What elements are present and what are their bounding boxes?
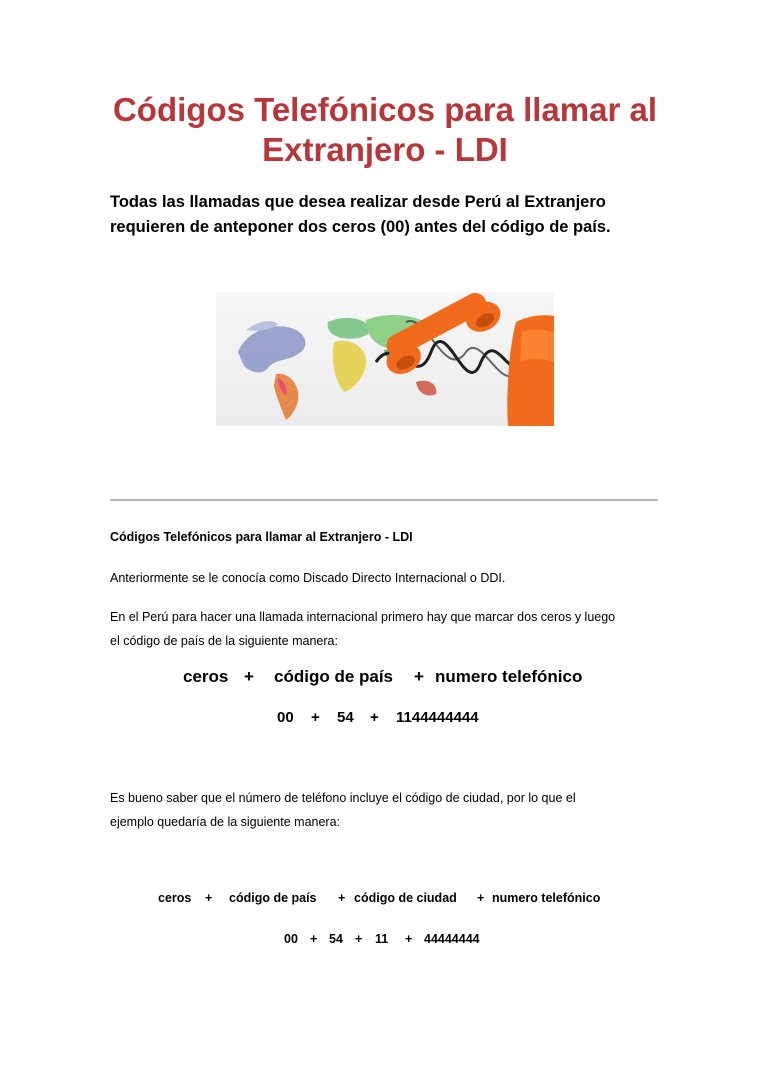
hero-image <box>216 292 554 426</box>
formula-2-codigo-ciudad: código de ciudad <box>354 891 457 905</box>
formula-2-codigo-pais: código de país <box>229 891 317 905</box>
title-line-2: Extranjero - LDI <box>262 131 508 168</box>
example-2-numero: 44444444 <box>424 932 480 946</box>
formula-1-ceros: ceros <box>183 667 229 686</box>
formula-2-plus-3: + <box>477 891 485 905</box>
paragraph-1: Anteriormente se le conocía como Discado Directo Internacional o DDI. <box>110 571 506 585</box>
formula-1-codigo-pais: código de país <box>274 667 394 686</box>
formula-1-plus-1: + <box>244 667 254 686</box>
example-1-numero: 1144444444 <box>396 709 479 726</box>
intro-text <box>110 190 670 240</box>
title-line-1: Códigos Telefónicos para llamar al <box>112 91 658 128</box>
example-2-pais: 54 <box>329 932 343 946</box>
paragraph-2-line-2: el código de país de la siguiente manera: <box>110 634 338 648</box>
example-1-plus-2: + <box>370 709 379 726</box>
formula-2-plus-2: + <box>338 891 346 905</box>
intro-line-1: Todas las llamadas que desea realizar desde Perú al Extranjero <box>110 193 606 211</box>
example-2-ceros: 00 <box>284 932 298 946</box>
world-map-phone-illustration <box>216 292 554 426</box>
paragraph-2 <box>110 605 665 653</box>
example-2-plus-1: + <box>310 932 318 946</box>
example-1-plus-1: + <box>311 709 320 726</box>
example-2-ciudad: 11 <box>375 932 389 946</box>
paragraph-3-line-1: Es bueno saber que el número de teléfono incluye el código de ciudad, por lo que el <box>110 791 576 805</box>
paragraph-2-line-1: En el Perú para hacer una llamada internacional primero hay que marcar dos ceros y luego <box>110 610 616 624</box>
example-2-plus-2: + <box>355 932 363 946</box>
formula-1-numero: numero telefónico <box>435 667 583 686</box>
page-title <box>100 90 670 170</box>
example-1-ceros: 00 <box>277 709 294 726</box>
formula-2-ceros: ceros <box>158 891 192 905</box>
divider <box>110 499 658 501</box>
paragraph-3 <box>110 786 665 834</box>
intro-line-2: requieren de anteponer dos ceros (00) antes del código de país. <box>110 218 611 236</box>
example-1-pais: 54 <box>337 709 354 726</box>
formula-2-numero: numero telefónico <box>492 891 601 905</box>
formula-1-plus-2: + <box>414 667 424 686</box>
example-2-plus-3: + <box>405 932 413 946</box>
section-heading: Códigos Telefónicos para llamar al Extranjero - LDI <box>110 530 413 544</box>
paragraph-3-line-2: ejemplo quedaría de la siguiente manera: <box>110 815 341 829</box>
formula-2-plus-1: + <box>205 891 213 905</box>
